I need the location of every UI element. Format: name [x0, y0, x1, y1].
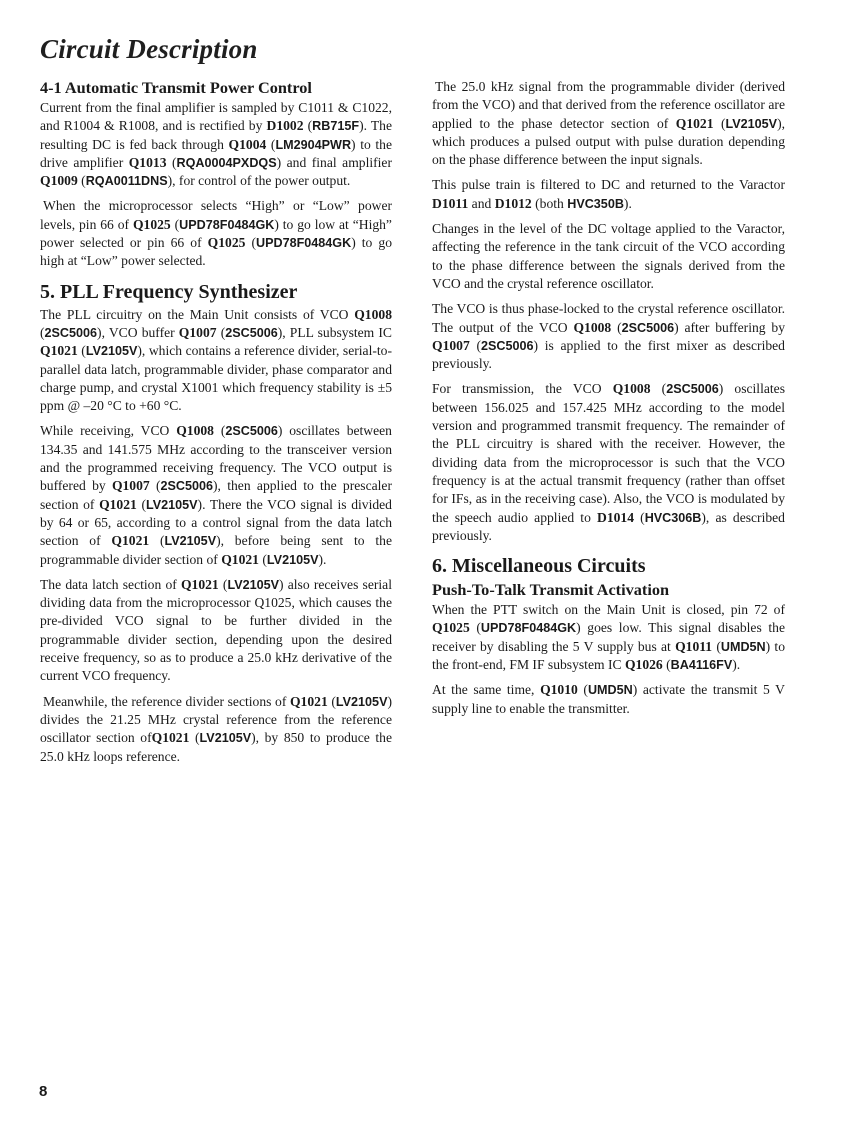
heading-4-1-atpc: 4-1 Automatic Transmit Power Control	[40, 78, 312, 97]
left-column	[40, 78, 392, 773]
para-pll-4: Meanwhile, the reference divider sections of Q1021 (LV2105V) divides the 21.25 MHz crystal reference from the reference oscillator section ofQ1021 (LV2105V), by 850 to produce the 25.0 kHz loops reference.	[40, 693, 392, 764]
para-pll-6: This pulse train is filtered to DC and returned to the Varactor D1011 and D1012 (both HVC350B).	[432, 177, 785, 211]
para-atpc-2: When the microprocessor selects “High” or “Low” power levels, pin 66 of Q1025 (UPD78F0484GK) to go low at “High” power selected or pin 66 of Q1025 (UPD78F0484GK) to go high at “Low” power selected.	[40, 198, 392, 269]
para-pll-3: The data latch section of Q1021 (LV2105V) also receives serial dividing data from the microprocessor Q1025, which causes the pre-divided VCO signal to be further divided in the programmable divider section, depending upon the desired receive frequency, so as to produce a 25.0 kHz derivative of the current VCO frequency.	[40, 576, 392, 684]
heading-ptt: Push-To-Talk Transmit Activation	[432, 580, 670, 600]
para-pll-8: The VCO is thus phase-locked to the crystal reference oscillator. The output of the VCO Q1008 (2SC5006) after buffering by Q1007 (2SC5006) is applied to the first mixer as described previously.	[432, 301, 785, 372]
right-column	[432, 78, 785, 725]
para-ptt-2: At the same time, Q1010 (UMD5N) activate the transmit 5 V supply line to enable the transmitter.	[432, 682, 785, 716]
para-pll-5: The 25.0 kHz signal from the programmable divider (derived from the VCO) and that derived from the reference oscillator are applied to the phase detector section of Q1021 (LV2105V), which produces a pulsed output with pulse duration depending on the phase difference between the input signals.	[432, 79, 785, 168]
heading-6-misc: 6. Miscellaneous Circuits	[432, 555, 646, 578]
para-pll-2: While receiving, VCO Q1008 (2SC5006) oscillates between 134.35 and 141.575 MHz according to the transceiver version and the programmed receiving frequency. The VCO output is buffered by Q1007 (2SC5006), then applied to the prescaler section of Q1021 (LV2105V). There the VCO signal is divided by 64 or 65, according to a control signal from the data latch section of Q1021 (LV2105V), before being sent to the programmable divider section of Q1021 (LV2105V).	[40, 423, 392, 567]
para-pll-1: The PLL circuitry on the Main Unit consists of VCO Q1008 (2SC5006), VCO buffer Q1007 (2SC5006), PLL subsystem IC Q1021 (LV2105V), which contains a reference divider, serial-to-parallel data latch, programmable divider, phase comparator and charge pump, and crystal X1001 which frequency stability is ±5 ppm @ –20 °C to +60 °C.	[40, 306, 392, 414]
page-number: 8	[39, 1083, 48, 1100]
heading-5-pll: 5. PLL Frequency Synthesizer	[40, 280, 298, 303]
para-pll-9: For transmission, the VCO Q1008 (2SC5006) oscillates between 156.025 and 157.425 MHz according to the model version and programmed transmit frequency. The remainder of the PLL circuitry is shared with the receiver. However, the dividing data from the microprocessor is such that the VCO frequency is at the actual transmit frequency (rather than offset for IFs, as in the receiving case). Also, the VCO is modulated by the speech audio applied to D1014 (HVC306B), as described previously.	[432, 381, 785, 543]
para-pll-7: Changes in the level of the DC voltage applied to the Varactor, affecting the reference in the tank circuit of the VCO according to the phase difference between the signals derived from the VCO and the crystal reference oscillator.	[432, 221, 785, 291]
page-title: Circuit Description	[40, 34, 258, 64]
para-atpc-1: Current from the final amplifier is sampled by C1011 & C1022, and R1004 & R1008, and is rectified by D1002 (RB715F). The resulting DC is fed back through Q1004 (LM2904PWR) to the drive amplifier Q1013 (RQA0004PXDQS) and final amplifier Q1009 (RQA0011DNS), for control of the power output.	[40, 100, 392, 189]
para-ptt-1: When the PTT switch on the Main Unit is closed, pin 72 of Q1025 (UPD78F0484GK) goes low. This signal disables the receiver by disabling the 5 V supply bus at Q1011 (UMD5N) to the front-end, FM IF subsystem IC Q1026 (BA4116FV).	[432, 602, 786, 673]
